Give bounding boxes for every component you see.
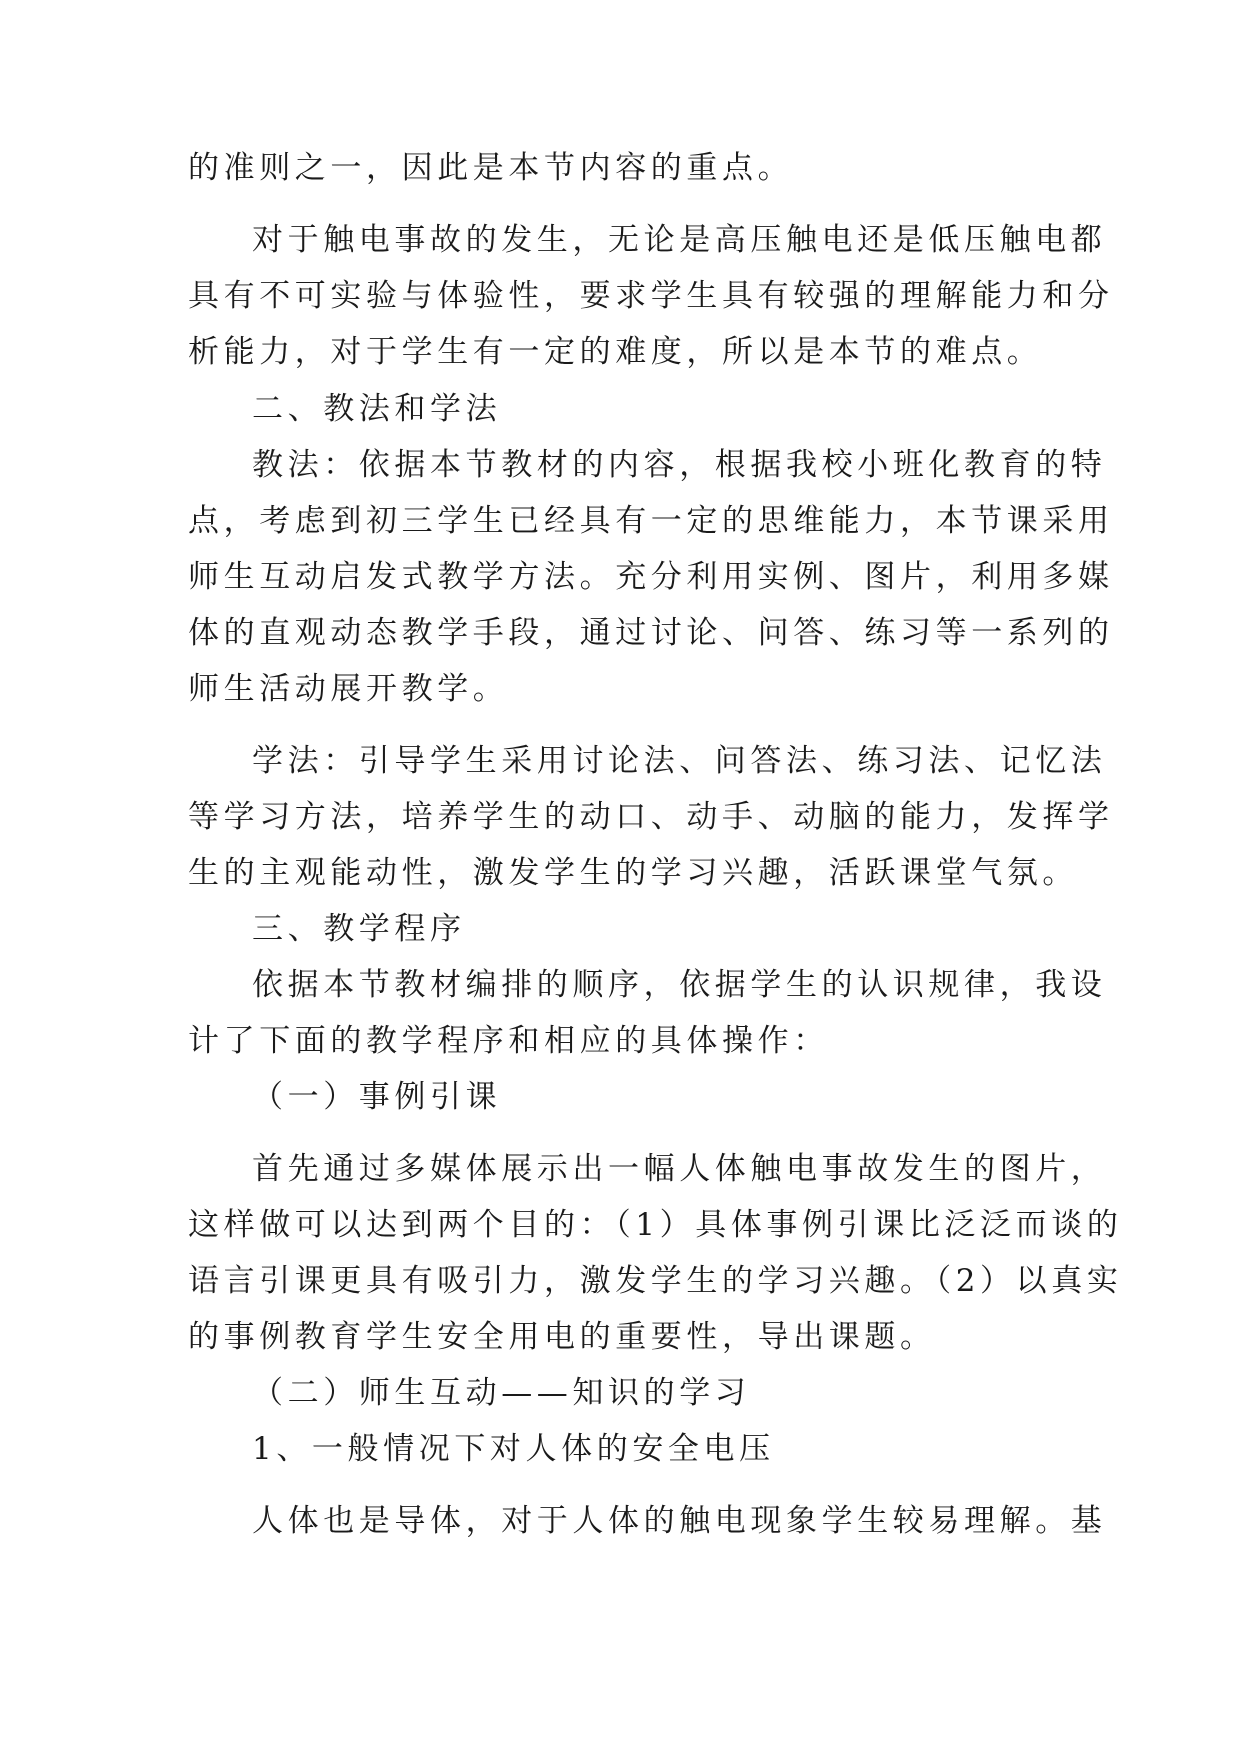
text-line: 具有不可实验与体验性，要求学生具有较强的理解能力和分 <box>188 278 1114 314</box>
text-line: 学法：引导学生采用讨论法、问答法、练习法、记忆法 <box>252 743 1107 779</box>
text-line: 点，考虑到初三学生已经具有一定的思维能力，本节课采用 <box>188 503 1114 539</box>
section-heading: 二、教法和学法 <box>252 391 502 427</box>
text-line: 对于触电事故的发生，无论是高压触电还是低压触电都 <box>252 222 1107 258</box>
text-line: 首先通过多媒体展示出一幅人体触电事故发生的图片， <box>252 1151 1107 1187</box>
text-line: 生的主观能动性，激发学生的学习兴趣，活跃课堂气氛。 <box>188 855 1078 891</box>
text-line: 语言引课更具有吸引力，激发学生的学习兴趣。（2）以真实 <box>188 1263 1123 1299</box>
text-line: 体的直观动态教学手段，通过讨论、问答、练习等一系列的 <box>188 615 1114 651</box>
section-heading: 三、教学程序 <box>252 911 466 947</box>
text-line: 计了下面的教学程序和相应的具体操作： <box>188 1023 829 1059</box>
subsection-heading: （一）事例引课 <box>252 1079 502 1115</box>
text-line: 师生互动启发式教学方法。充分利用实例、图片，利用多媒 <box>188 559 1114 595</box>
text-line: 教法：依据本节教材的内容，根据我校小班化教育的特 <box>252 447 1107 483</box>
text-line: 的事例教育学生安全用电的重要性，导出课题。 <box>188 1319 936 1355</box>
text-line: 师生活动展开教学。 <box>188 671 509 707</box>
text-line: 依据本节教材编排的顺序，依据学生的认识规律，我设 <box>252 967 1107 1003</box>
subsection-heading: （二）师生互动——知识的学习 <box>252 1375 751 1411</box>
item-heading: 1、一般情况下对人体的安全电压 <box>252 1431 775 1467</box>
text-line: 人体也是导体，对于人体的触电现象学生较易理解。基 <box>252 1503 1107 1539</box>
text-line: 等学习方法，培养学生的动口、动手、动脑的能力，发挥学 <box>188 799 1114 835</box>
text-line: 这样做可以达到两个目的：（1）具体事例引课比泛泛而谈的 <box>188 1207 1123 1243</box>
text-line: 的准则之一，因此是本节内容的重点。 <box>188 150 794 186</box>
text-line: 析能力，对于学生有一定的难度，所以是本节的难点。 <box>188 334 1043 370</box>
